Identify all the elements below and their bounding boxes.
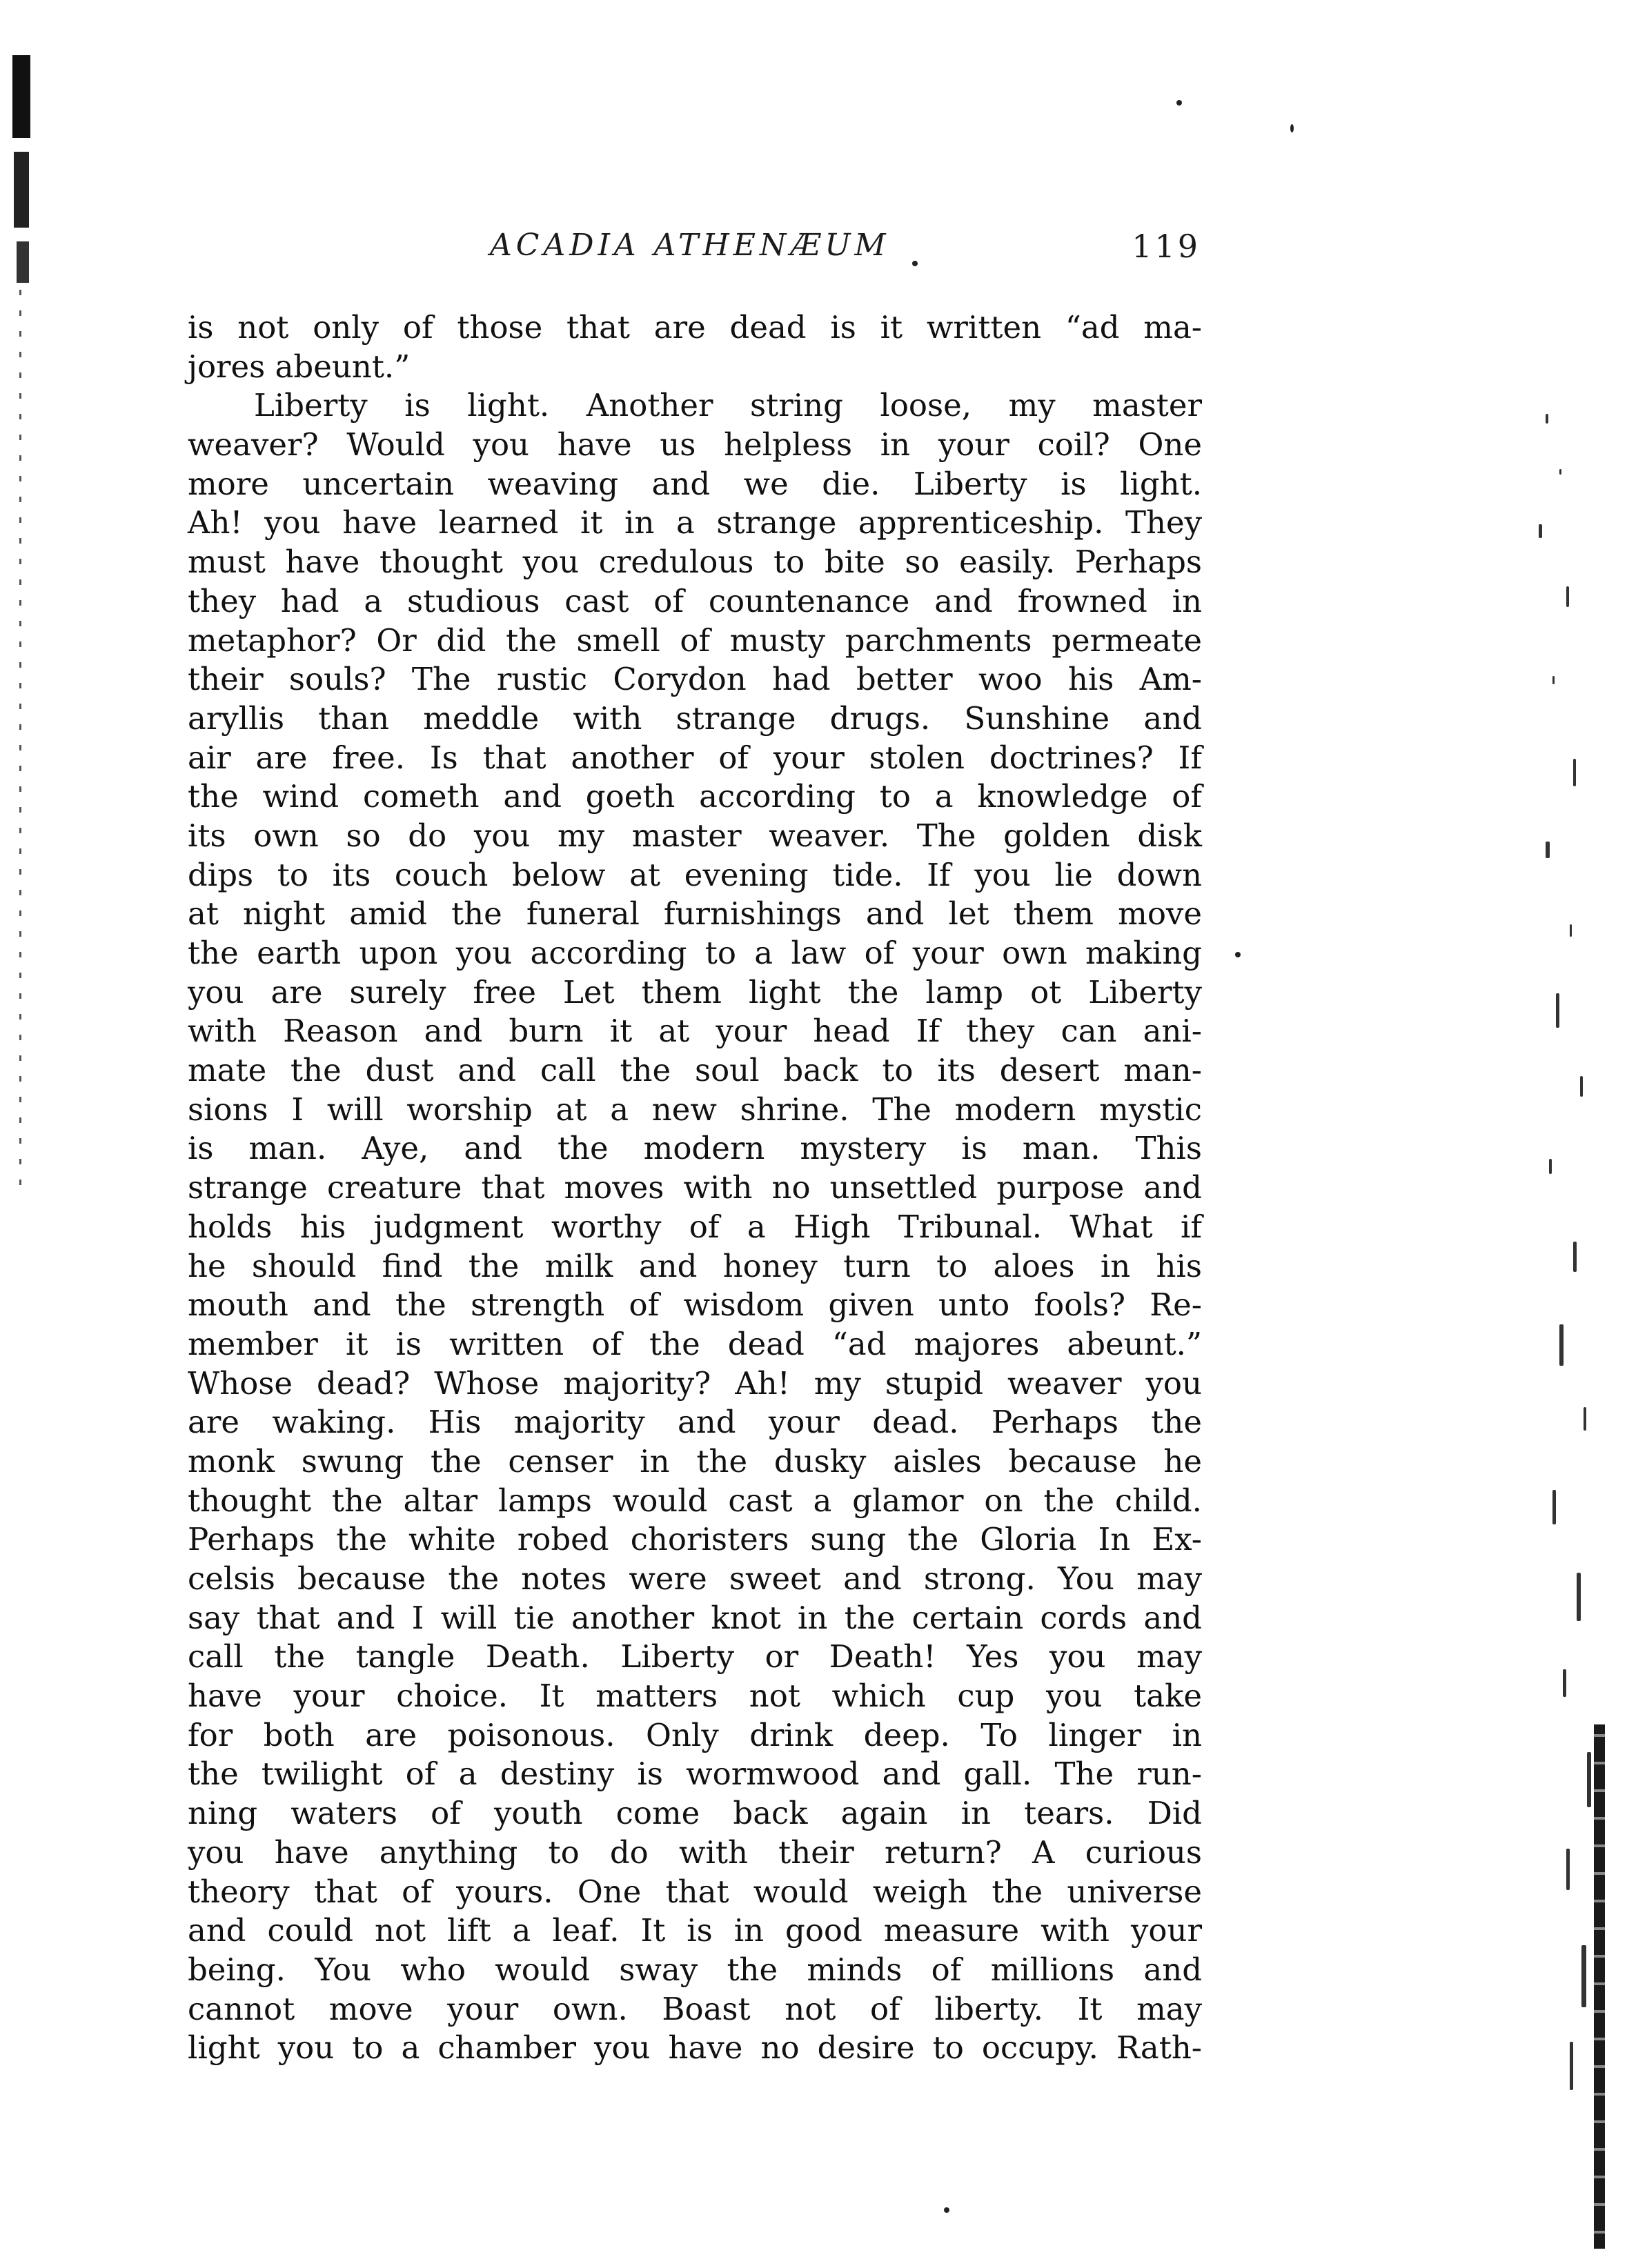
right-edge-bar [1594, 1724, 1605, 2249]
text-line: for both are poisonous. Only drink deep. To linger in [188, 1716, 1202, 1753]
text-line: member it is written of the dead “ad majores abeunt.” [188, 1325, 1202, 1362]
text-line: the earth upon you according to a law of your own making [188, 935, 1202, 971]
text-line: holds his judgment worthy of a High Tribunal. What if [188, 1208, 1202, 1245]
scan-speck [1176, 100, 1182, 106]
text-line: thought the altar lamps would cast a glamor on the child. [188, 1482, 1202, 1519]
text-line: he should find the milk and honey turn to aloes in his [188, 1247, 1202, 1284]
text-line: Liberty is light. Another string loose, my master [254, 387, 1202, 424]
text-line: theory that of yours. One that would weigh the universe [188, 1873, 1202, 1910]
text-line: sions I will worship at a new shrine. The modern mystic [188, 1091, 1202, 1128]
text-line: air are free. Is that another of your stolen doctrines? If [188, 739, 1202, 776]
scan-speck [1290, 124, 1294, 132]
body-text [188, 308, 1202, 2068]
text-line: have your choice. It matters not which cup you take [188, 1678, 1202, 1715]
text-line: is man. Aye, and the modern mystery is man. This [188, 1130, 1202, 1167]
text-line: call the tangle Death. Liberty or Death! Yes you may [188, 1638, 1202, 1675]
text-line: they had a studious cast of countenance and frowned in [188, 582, 1202, 619]
binding-mark [14, 152, 29, 228]
text-line: you have anything to do with their return? A curious [188, 1833, 1202, 1871]
text-line: Perhaps the white robed choristers sung the Gloria In Ex- [188, 1521, 1202, 1558]
text-line: with Reason and burn it at your head If they can ani- [188, 1013, 1202, 1050]
text-line: being. You who would sway the minds of millions and [188, 1951, 1202, 1988]
text-line: dips to its couch below at evening tide. If you lie down [188, 856, 1202, 893]
text-line: Whose dead? Whose majority? Ah! my stupid weaver you [188, 1364, 1202, 1402]
text-line: at night amid the funeral furnishings and let them move [188, 895, 1202, 933]
text-line: more uncertain weaving and we die. Liberty is light. [188, 465, 1202, 502]
binding-edge-marks [12, 55, 33, 1193]
text-line: mouth and the strength of wisdom given unto fools? Re- [188, 1286, 1202, 1324]
text-line: its own so do you my master weaver. The golden disk [188, 817, 1202, 854]
text-line: ning waters of youth come back again in tears. Did [188, 1795, 1202, 1832]
page-number: 119 [1132, 228, 1201, 265]
text-line: must have thought you credulous to bite so easily. Perhaps [188, 544, 1202, 581]
text-line: the wind cometh and goeth according to a knowledge of [188, 778, 1202, 815]
text-line: are waking. His majority and your dead. Perhaps the [188, 1404, 1202, 1441]
text-line: the twilight of a destiny is wormwood and gall. The run- [188, 1755, 1202, 1793]
text-line: cannot move your own. Boast not of liberty. It may [188, 1990, 1202, 2027]
text-line: light you to a chamber you have no desire to occupy. Rath- [188, 2029, 1202, 2067]
text-line: strange creature that moves with no unsettled purpose and [188, 1169, 1202, 1206]
right-edge-noise [1504, 386, 1608, 2249]
page-header [186, 228, 1201, 276]
text-line: is not only of those that are dead is it written “ad ma- [188, 309, 1202, 346]
text-line: their souls? The rustic Corydon had better woo his Am- [188, 661, 1202, 698]
text-line: weaver? Would you have us helpless in your coil? One [188, 426, 1202, 464]
text-line: mate the dust and call the soul back to its desert man- [188, 1052, 1202, 1089]
text-line: jores abeunt.” [188, 348, 411, 385]
text-line: and could not lift a leaf. It is in good measure with your [188, 1912, 1202, 1949]
binding-mark [17, 241, 29, 283]
running-title: ACADIA ATHENÆUM [490, 228, 890, 263]
scan-speck [1235, 952, 1241, 957]
text-line: you are surely free Let them light the lamp ot Liberty [188, 973, 1202, 1011]
text-line: monk swung the censer in the dusky aisles because he [188, 1442, 1202, 1480]
text-line: aryllis than meddle with strange drugs. Sunshine and [188, 699, 1202, 737]
text-line: metaphor? Or did the smell of musty parchments permeate [188, 621, 1202, 659]
text-line: celsis because the notes were sweet and strong. You may [188, 1560, 1202, 1597]
text-line: Ah! you have learned it in a strange apprenticeship. They [188, 504, 1202, 541]
text-line: say that and I will tie another knot in the certain cords and [188, 1599, 1202, 1636]
binding-mark [12, 55, 30, 138]
binding-mark [19, 290, 21, 1186]
scan-speck [944, 2207, 949, 2213]
